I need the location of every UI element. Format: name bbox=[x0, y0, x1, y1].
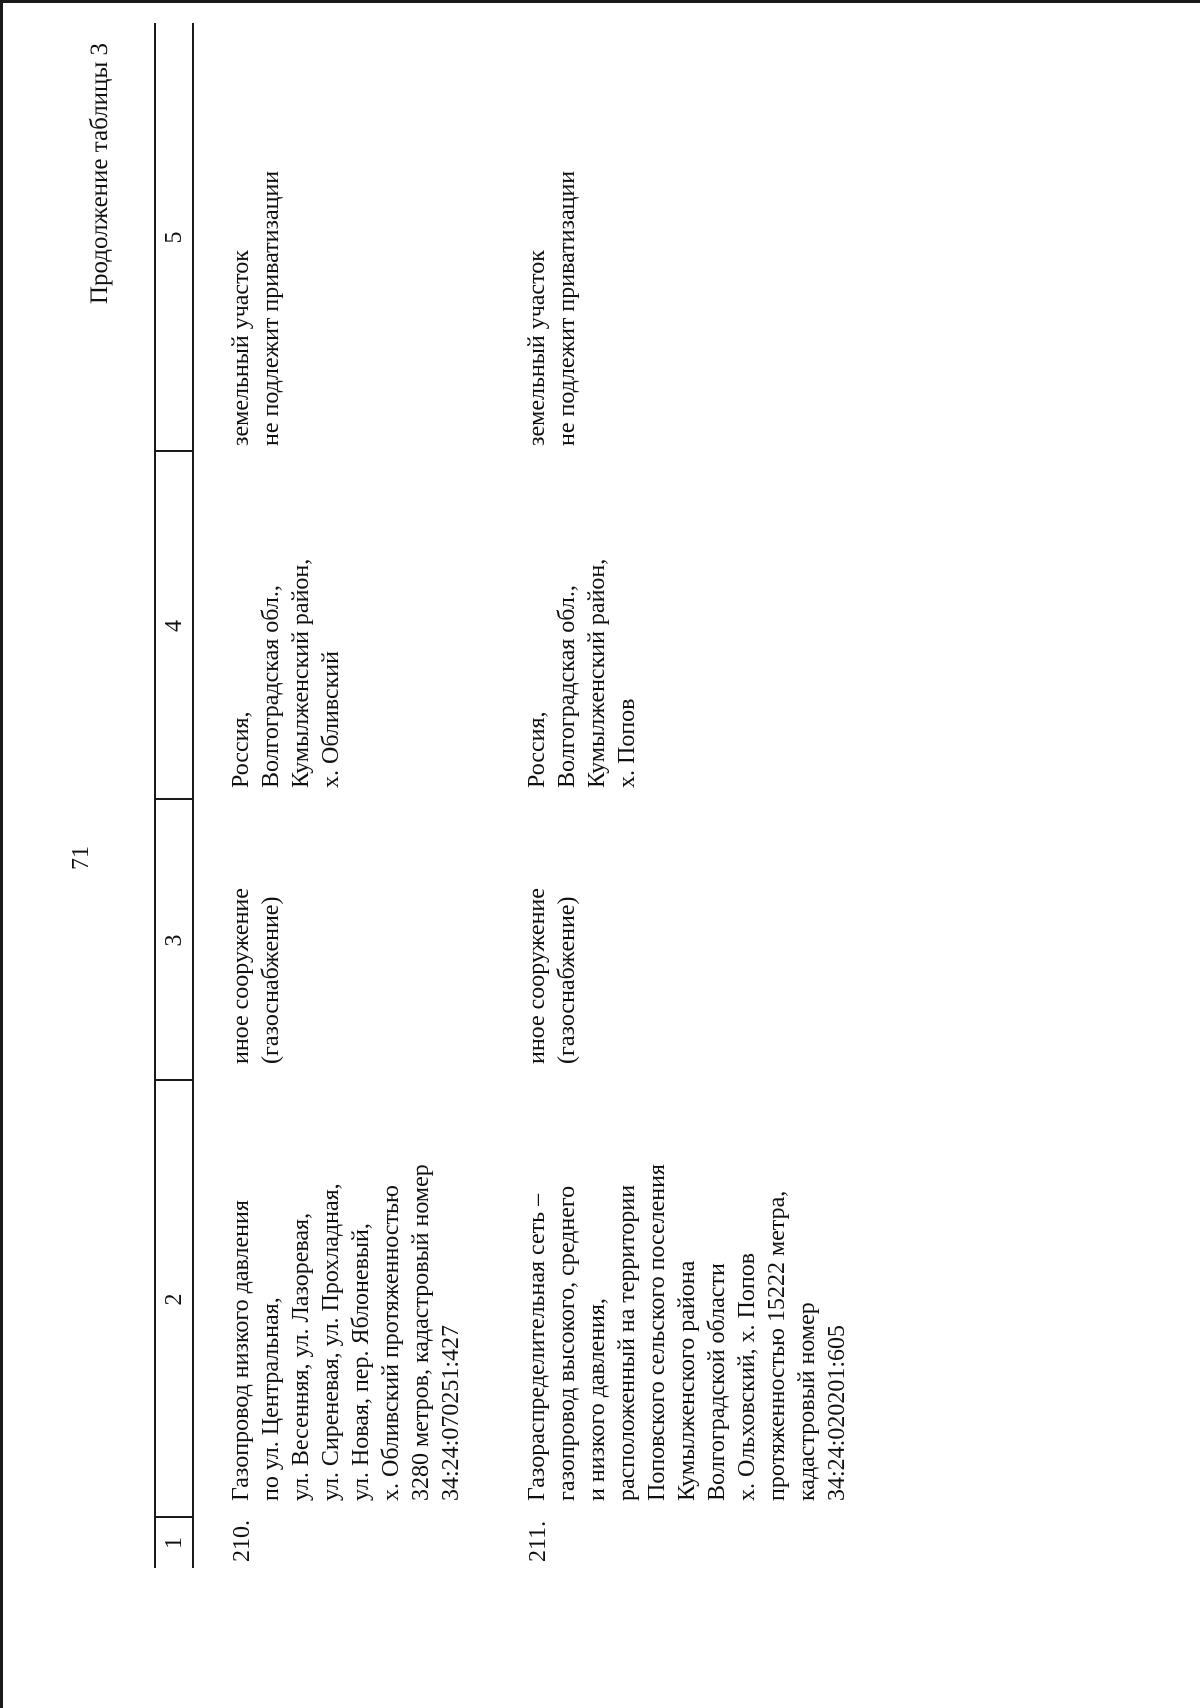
page-number: 71 bbox=[68, 846, 94, 870]
table-header-rule bbox=[192, 23, 194, 1568]
row-211-type: иное сооружение (газоснабжение) bbox=[524, 888, 580, 1064]
row-211-note: земельный участок не подлежит приватизации bbox=[524, 170, 580, 446]
column-header-3: 3 bbox=[161, 934, 187, 947]
row-210-number: 210. bbox=[229, 1520, 255, 1562]
column-header-5: 5 bbox=[161, 231, 187, 244]
row-210-type: иное сооружение (газоснабжение) bbox=[228, 888, 284, 1064]
row-211-address: Россия, Волгоградская обл., Кумылженский район, х. Попов bbox=[524, 558, 640, 788]
row-210-name: Газопровод низкого давления по ул. Центральная, ул. Весенняя, ул. Лазоревая, ул. Сиреневая, ул. Прохладная, ул. Новая, пер. Яблоневый, х. Обливский протяженностью 3280 метров, кадастровый номер 34:24:070251:427 bbox=[228, 1164, 464, 1501]
column-header-4: 4 bbox=[161, 620, 187, 632]
column-header-2: 2 bbox=[161, 1293, 187, 1306]
row-210-note: земельный участок не подлежит приватизации bbox=[228, 170, 284, 446]
row-211-name: Газораспределительная сеть – газопровод высокого, среднего и низкого давления, расположенный на территории Поповского сельского поселения Кумылженского района Волгоградской области х. Ольховский, х. Попов протяженностью 15222 метра, кадастровый номер 34:24:020201:605 bbox=[524, 1164, 850, 1501]
column-header-1: 1 bbox=[161, 1537, 187, 1549]
row-210-address: Россия, Волгоградская обл., Кумылженский район, х. Обливский bbox=[228, 558, 344, 788]
row-211-number: 211. bbox=[525, 1520, 551, 1562]
table-caption: Продолжение таблицы 3 bbox=[86, 43, 113, 305]
